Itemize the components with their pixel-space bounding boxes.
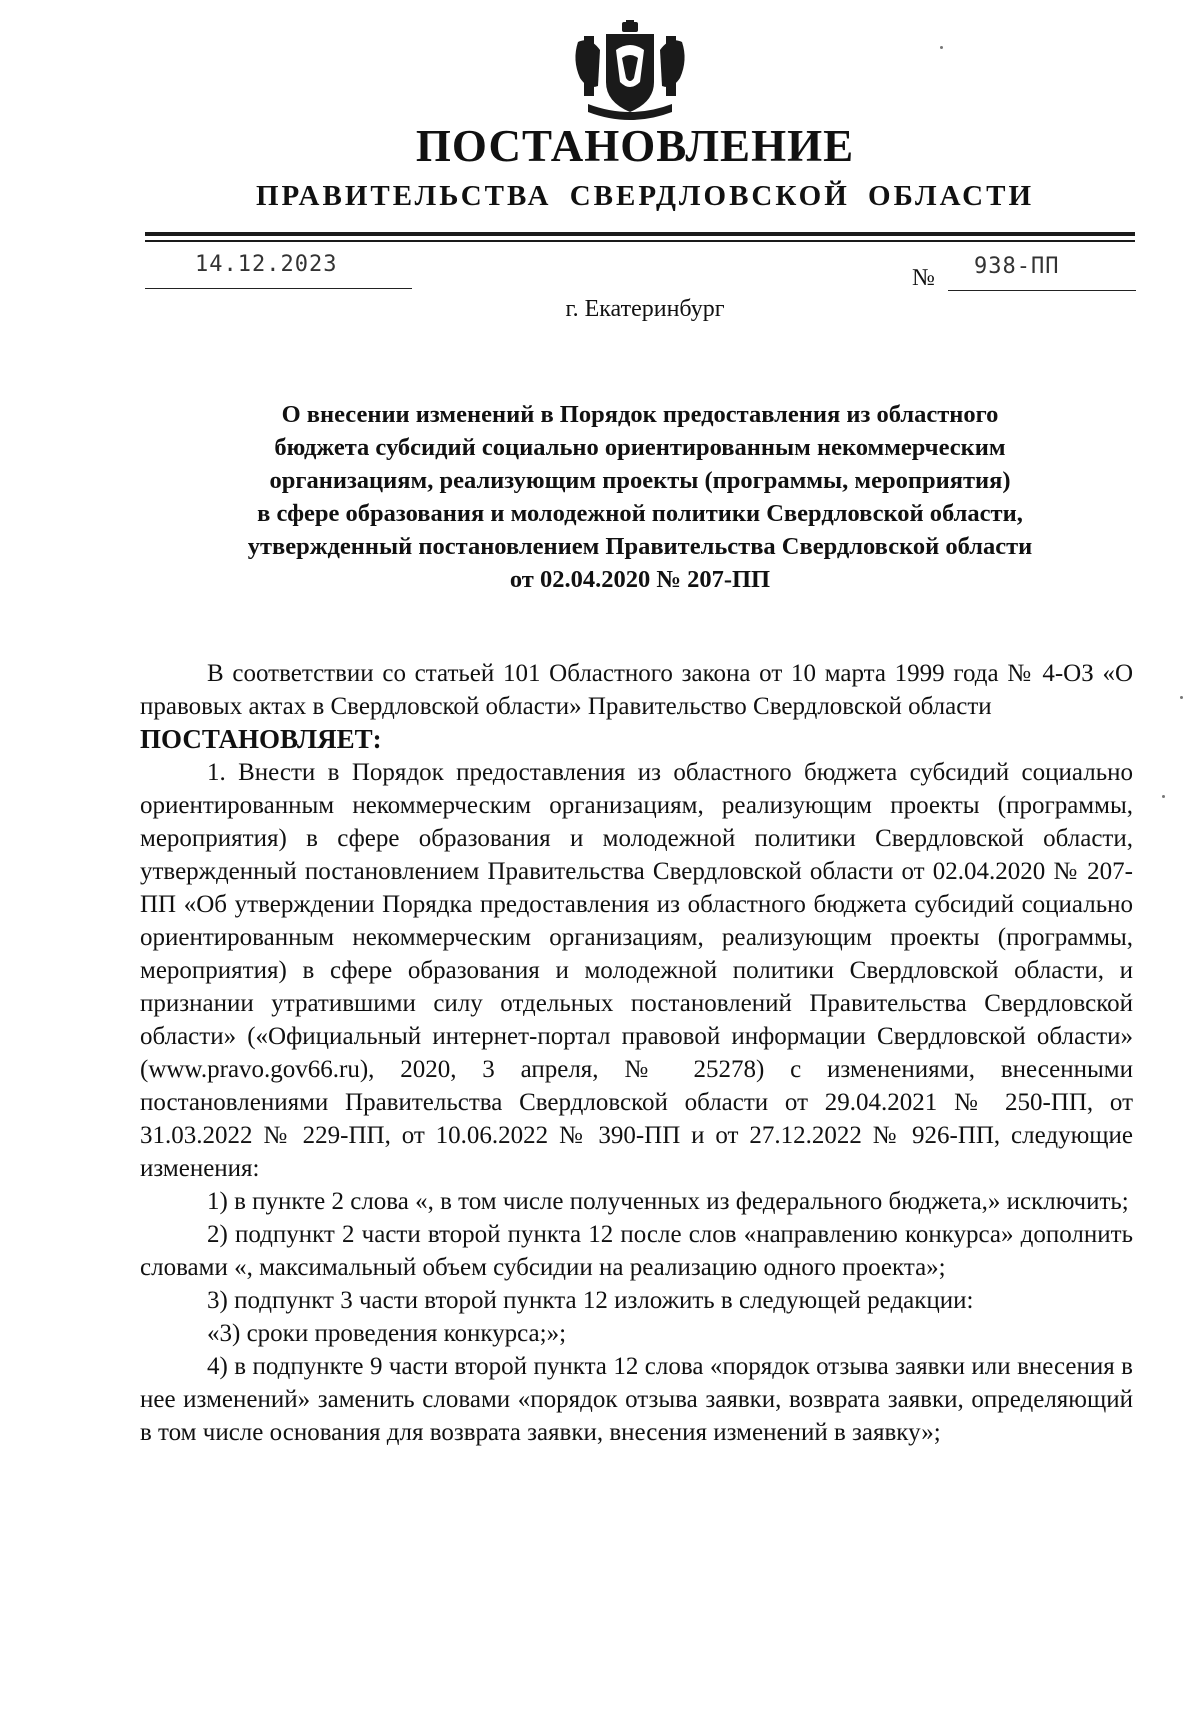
preamble-paragraph: В соответствии со статьей 101 Областного закона от 10 марта 1999 года № 4-ОЗ «О правовых актах в Свердловской области» Правительство Свердловской области — [140, 660, 1133, 720]
document-number: 938-ПП — [974, 254, 1060, 279]
header-divider-thick — [145, 232, 1135, 236]
number-sign: № — [912, 265, 935, 291]
coat-of-arms-icon — [570, 20, 690, 125]
number-field — [948, 252, 1136, 291]
resolves-heading: ПОСТАНОВЛЯЕТ: — [140, 724, 382, 754]
document-body — [140, 657, 1133, 1449]
date-field — [145, 250, 412, 289]
city: г. Екатеринбург — [565, 296, 725, 322]
subitem-3-paragraph: 3) подпункт 3 части второй пункта 12 изложить в следующей редакции: — [207, 1287, 974, 1314]
title-line: утвержденный постановлением Правительства Свердловской области — [247, 533, 1033, 560]
title-line: О внесении изменений в Порядок предоставления из областного — [281, 401, 999, 428]
title-line: в сфере образования и молодежной политики Свердловской области, — [257, 500, 1023, 527]
issuing-authority: ПРАВИТЕЛЬСТВА СВЕРДЛОВСКОЙ ОБЛАСТИ — [255, 180, 1035, 212]
title-line: бюджета субсидий социально ориентированным некоммерческим — [274, 434, 1006, 461]
title-line: от 02.04.2020 № 207-ПП — [509, 566, 771, 593]
title-line: организациям, реализующим проекты (программы, мероприятия) — [269, 467, 1011, 494]
document-date: 14.12.2023 — [195, 252, 338, 277]
subitem-3-text: «3) сроки проведения конкурса;»; — [207, 1320, 567, 1347]
document-title — [140, 398, 1140, 596]
item-1-paragraph: 1. Внести в Порядок предоставления из областного бюджета субсидий социально ориентированным некоммерческим организациям, реализующим проекты (программы, мероприятия) в сфере образования и молодежной политики Свердловской области, утвержденный постановлением Правительства Свердловской области от 02.04.2020 № 207-ПП «Об утверждении Порядка предоставления из областного бюджета субсидий социально ориентированным некоммерческим организациям, реализующим проекты (программы, мероприятия) в сфере образования и молодежной политики Свердловской области, и признании утратившими силу отдельных постановлений Правительства Свердловской области» («Официальный интернет-портал правовой информации Свердловской области» (www.pravo.gov66.ru), 2020, 3 апреля, № 25278) с изменениями, внесенными постановлениями Правительства Свердловской области от 29.04.2021 № 250-ПП, от 31.03.2022 № 229-ПП, от 10.06.2022 № 390-ПП и от 27.12.2022 № 926-ПП, следующие изменения: — [140, 759, 1133, 1182]
document-type-heading: ПОСТАНОВЛЕНИЕ — [415, 121, 855, 171]
subitem-4-paragraph: 4) в подпункте 9 части второй пункта 12 слова «порядок отзыва заявки или внесения в нее изменений» заменить словами «порядок отзыва заявки, возврата заявки, определяющий в том числе основания для возврата заявки, внесения изменений в заявку»; — [140, 1353, 1133, 1446]
subitem-2-paragraph: 2) подпункт 2 части второй пункта 12 после слов «направлению конкурса» дополнить словами «, максимальный объем субсидии на реализацию одного проекта»; — [140, 1221, 1133, 1281]
subitem-1-paragraph: 1) в пункте 2 слова «, в том числе полученных из федерального бюджета,» исключить; — [207, 1188, 1129, 1215]
header-divider-thin — [145, 240, 1135, 242]
scan-speck — [1162, 795, 1165, 798]
scan-speck — [1180, 696, 1183, 699]
scan-speck — [940, 46, 943, 49]
